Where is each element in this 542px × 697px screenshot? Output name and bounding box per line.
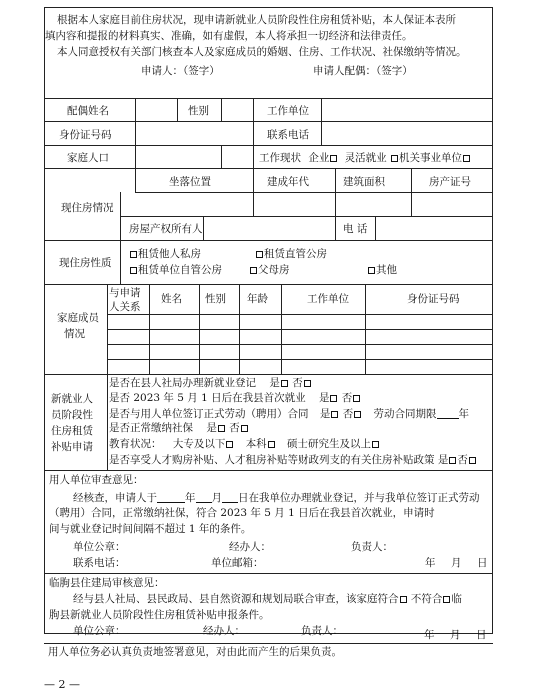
option-enterprise-label: 企业 — [308, 152, 330, 164]
spouse-gender-label: 性别 — [188, 105, 209, 117]
col-location: 坐落位置 — [169, 176, 211, 188]
county-review-title: 临朐县住建局审核意见： — [49, 577, 165, 589]
edu-3-checkbox[interactable] — [372, 441, 379, 448]
q6-yes-checkbox[interactable] — [449, 457, 456, 464]
employer-text-line-2: （聘用）合同，正常缴纳社保，符合 2023 年 5 月 1 日后在我县首次就业，申请时 — [49, 507, 435, 519]
nature-public-direct: 租赁直管公房 — [255, 248, 327, 261]
q4-yes-checkbox[interactable] — [218, 425, 225, 432]
subsidy-q5: 教育状况： 大专及以下 本科 硕士研究生及以上 — [109, 438, 380, 451]
employer-year-blank[interactable] — [157, 491, 185, 503]
nature-unit-rent: 租赁单位自管公房 — [129, 264, 222, 277]
family-members-label-2: 情况 — [64, 328, 85, 340]
q1-no-checkbox[interactable] — [304, 380, 311, 387]
current-housing-label: 现住房情况 — [61, 202, 114, 214]
subsidy-label-2: 员阶段性 — [51, 409, 93, 421]
county-seal-label: 单位公章： — [73, 625, 126, 637]
employer-leader-label: 负责人： — [351, 541, 393, 553]
subsidy-q1: 是否在县人社局办理新就业登记 是 否 — [109, 377, 312, 390]
option-institution-label: 机关事业单位 — [399, 152, 463, 164]
county-text-line-1: 经与县人社局、县民政局、县自然资源和规划局联合审查，该家庭符合 不符合 临 — [73, 593, 462, 605]
option-institution-end-checkbox[interactable] — [463, 155, 470, 162]
employer-text-line-3: 间与就业登记时间间隔不超过 1 年的条件。 — [49, 523, 252, 535]
q3-no-checkbox[interactable] — [354, 411, 361, 418]
col-relation-2: 人关系 — [109, 301, 141, 313]
subsidy-q6: 是否享受人才购房补贴、人才租房补贴等财政列支的有关住房补贴政策 是 否 — [109, 454, 477, 467]
nature-other: 其他 — [367, 264, 397, 277]
col-member-name: 姓名 — [161, 293, 182, 305]
nature-private-rent-checkbox[interactable] — [130, 251, 137, 258]
col-floor-area: 建筑面积 — [343, 176, 385, 188]
employer-seal-label: 单位公章： — [73, 541, 126, 553]
county-leader-label: 负责人： — [301, 625, 343, 637]
edu-2-checkbox[interactable] — [268, 441, 275, 448]
option-enterprise-checkbox[interactable] — [330, 155, 337, 162]
footer-note: 用人单位务必认真负责地签署意见，对由此而产生的后果负责。 — [48, 646, 342, 658]
q1-yes-checkbox[interactable] — [281, 380, 288, 387]
id-number-label: 身份证号码 — [59, 129, 112, 141]
phone-label: 联系电话 — [267, 129, 309, 141]
spouse-signature: 申请人配偶：（签字） — [313, 65, 413, 77]
spouse-name-label: 配偶姓名 — [67, 105, 109, 117]
nature-other-checkbox[interactable] — [368, 267, 375, 274]
nature-parents: 父母房 — [249, 264, 290, 277]
subsidy-q2: 是否 2023 年 5 月 1 日后在我县首次就业 是 否 — [109, 392, 361, 405]
application-form-table — [44, 7, 493, 637]
employment-status-label: 工作现状 — [259, 152, 301, 164]
spouse-work-unit-label: 工作单位 — [267, 105, 309, 117]
property-owner-label: 房屋产权所有人 — [129, 223, 203, 235]
edu-1-checkbox[interactable] — [226, 441, 233, 448]
employer-mail-label: 单位邮箱： — [211, 557, 264, 569]
county-handler-label: 经办人： — [203, 625, 245, 637]
employer-phone-label: 联系电话： — [73, 557, 126, 569]
county-qualified-checkbox[interactable] — [400, 596, 407, 603]
subsidy-q3: 是否与用人单位签订正式劳动（聘用）合同 是 否 劳动合同期限 年 — [109, 408, 470, 420]
q2-yes-checkbox[interactable] — [330, 395, 337, 402]
housing-nature-label: 现住房性质 — [59, 257, 112, 269]
county-unqualified-checkbox[interactable] — [443, 596, 450, 603]
q4-no-checkbox[interactable] — [241, 425, 248, 432]
applicant-signature: 申请人：（签字） — [141, 65, 220, 77]
subsidy-label-1: 新就业人 — [51, 393, 93, 405]
nature-parents-checkbox[interactable] — [250, 267, 257, 274]
q2-no-checkbox[interactable] — [353, 395, 360, 402]
county-date-month: 月 — [450, 629, 461, 641]
col-relation-1: 与申请 — [109, 287, 141, 299]
nature-private-rent: 租赁他人私房 — [129, 248, 201, 261]
q6-no-checkbox[interactable] — [469, 457, 476, 464]
q3-yes-checkbox[interactable] — [331, 411, 338, 418]
declaration-line-3: 本人同意授权有关部门核查本人及家庭成员的婚姻、住房、工作状况、社保缴纳等情况。 — [57, 46, 467, 58]
family-members-label-1: 家庭成员 — [57, 312, 99, 324]
county-text-line-2: 朐县新就业人员阶段性住房租赁补贴申报条件。 — [49, 609, 270, 621]
employer-month-blank[interactable] — [196, 491, 212, 503]
col-member-gender: 性别 — [205, 293, 226, 305]
col-member-age: 年龄 — [247, 293, 268, 305]
subsidy-label-3: 住房租赁 — [51, 425, 93, 437]
employer-date-year: 年 — [425, 557, 436, 569]
nature-public-direct-checkbox[interactable] — [256, 251, 263, 258]
county-date-day: 日 — [476, 629, 487, 641]
col-certificate-no: 房产证号 — [429, 176, 471, 188]
employer-day-blank[interactable] — [222, 491, 238, 503]
subsidy-q4: 是否正常缴纳社保 是 否 — [109, 422, 249, 435]
subsidy-label-4: 补贴申请 — [51, 441, 93, 453]
contract-term-blank[interactable] — [437, 407, 459, 419]
option-flexible-label: 灵活就业 — [344, 152, 387, 164]
employer-review-title: 用人单位审查意见： — [49, 474, 144, 486]
employer-date-day: 日 — [477, 557, 488, 569]
owner-phone-label: 电 话 — [343, 223, 368, 235]
declaration-line-2: 填内容和提报的材料真实、准确，如有虚假，本人将承担一切经济和法律责任。 — [45, 30, 413, 42]
nature-unit-rent-checkbox[interactable] — [130, 267, 137, 274]
employment-status — [259, 152, 471, 165]
employer-handler-label: 经办人： — [229, 541, 271, 553]
col-member-id: 身份证号码 — [407, 293, 460, 305]
declaration-line-1: 根据本人家庭目前住房状况，现申请新就业人员阶段性住房租赁补贴，本人保证本表所 — [57, 14, 456, 26]
page-number: — 2 — — [44, 678, 80, 691]
col-member-work-unit: 工作单位 — [307, 293, 349, 305]
employer-text-line-1: 经核查，申请人于 年 月 日在我单位办理就业登记，并与我单位签订正式劳动 — [73, 492, 480, 504]
household-size-label: 家庭人口 — [67, 152, 109, 164]
option-institution-checkbox[interactable] — [391, 155, 398, 162]
employer-date-month: 月 — [451, 557, 462, 569]
col-build-year: 建成年代 — [267, 176, 309, 188]
county-date-year: 年 — [424, 629, 435, 641]
